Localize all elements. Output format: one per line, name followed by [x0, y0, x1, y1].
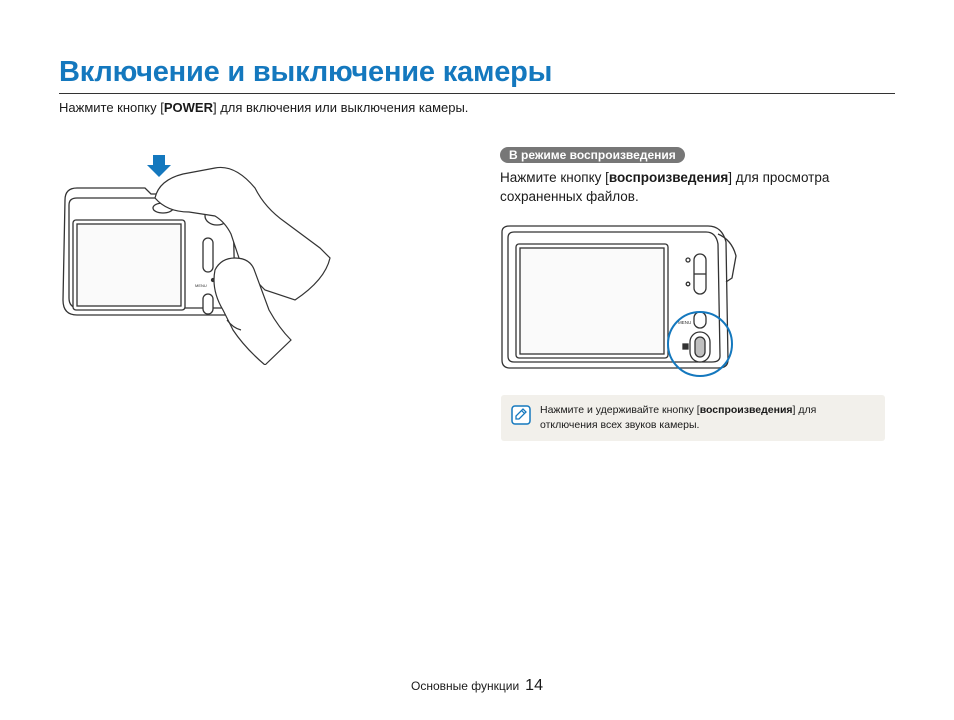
footer-section: Основные функции: [411, 679, 520, 693]
note-pencil-icon: [511, 405, 531, 425]
note-box: [501, 395, 885, 441]
intro-prefix: Нажмите кнопку [: [59, 100, 164, 115]
playback-mode-badge: В режиме воспроизведения: [500, 147, 685, 163]
title-rule: [59, 93, 895, 94]
camera-back-illustration: [500, 220, 745, 385]
page-title: Включение и выключение камеры: [59, 56, 553, 88]
playback-suffix: ] для просмотра сохраненных файлов.: [500, 170, 830, 204]
note-suffix: ] для отключения всех звуков камеры.: [540, 404, 817, 431]
playback-key: воспроизведения: [608, 170, 729, 185]
page-number: 14: [525, 677, 543, 694]
intro-key: POWER: [163, 100, 213, 115]
playback-instruction: [500, 168, 870, 206]
svg-text:MENU: MENU: [195, 283, 207, 288]
camera-power-illustration: [55, 150, 335, 365]
svg-text:MENU: MENU: [678, 320, 692, 325]
intro-suffix: ] для включения или выключения камеры.: [212, 100, 469, 115]
note-key: воспроизведения: [699, 404, 793, 416]
intro-text: [59, 100, 468, 115]
note-prefix: Нажмите и удерживайте кнопку [: [540, 404, 700, 416]
press-arrow-icon: [147, 155, 171, 177]
camera-back-body: [502, 226, 736, 368]
playback-prefix: Нажмите кнопку [: [500, 170, 609, 185]
note-text: [540, 403, 870, 433]
page-footer: [411, 677, 543, 695]
